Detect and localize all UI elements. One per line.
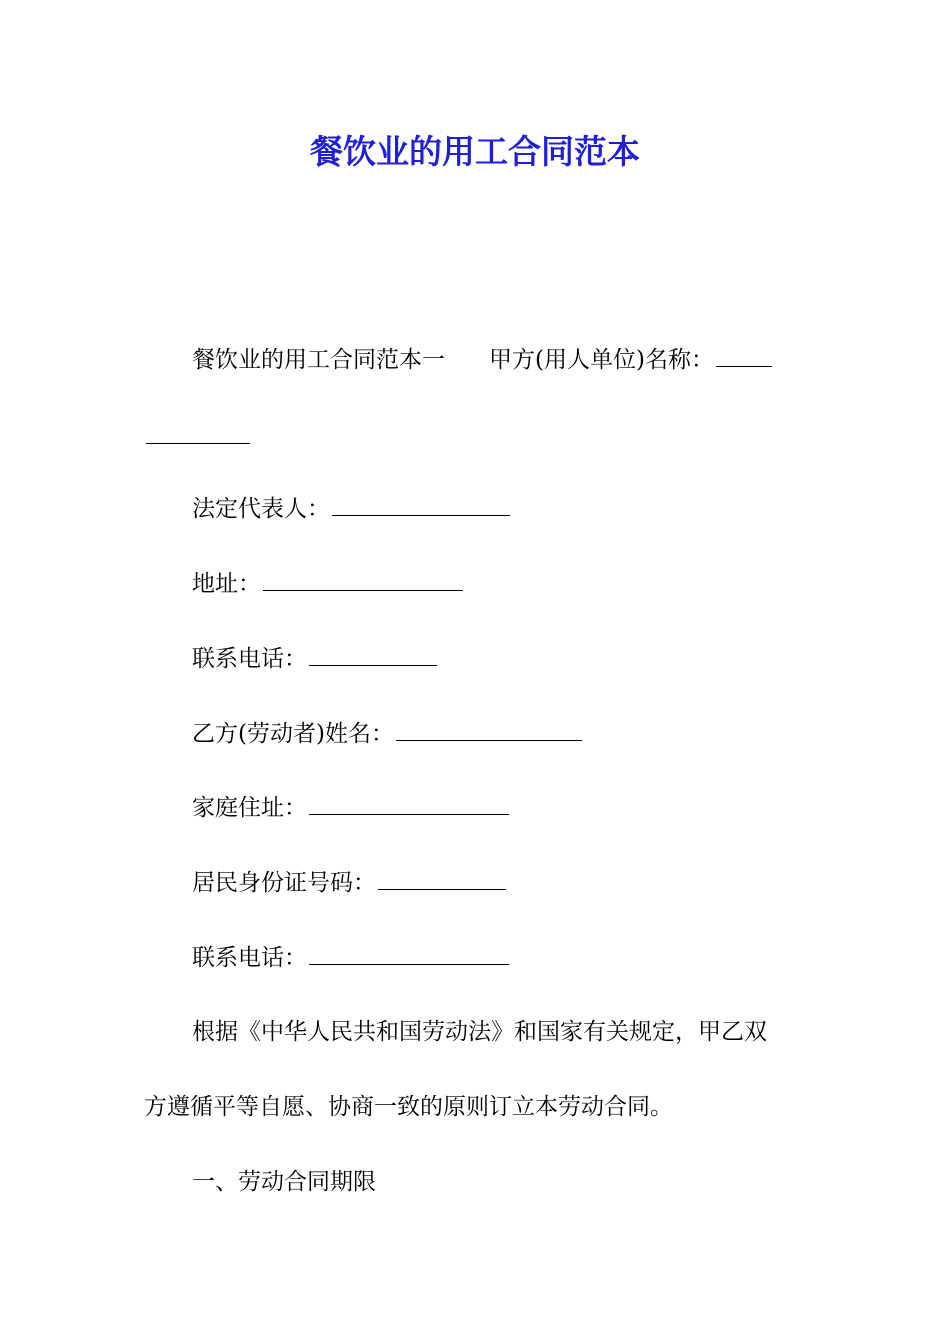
id-number-blank bbox=[378, 869, 506, 890]
preamble-line-1: 根据《中华人民共和国劳动法》和国家有关规定，甲乙双 bbox=[192, 1019, 767, 1045]
party-b-name-line bbox=[144, 710, 806, 758]
party-b-phone-blank bbox=[309, 944, 509, 965]
clause-1-heading: 一、劳动合同期限 bbox=[192, 1169, 376, 1195]
address-line bbox=[144, 560, 806, 608]
party-a-phone-blank bbox=[309, 645, 437, 666]
page-title: 餐饮业的用工合同范本 bbox=[310, 132, 640, 171]
party-a-phone-label: 联系电话： bbox=[192, 646, 307, 672]
legal-rep-blank bbox=[332, 495, 510, 516]
party-a-name-blank bbox=[716, 346, 772, 367]
section-heading: 餐饮业的用工合同范本一 bbox=[192, 347, 445, 373]
address-blank bbox=[263, 570, 463, 591]
preamble-line-2: 方遵循平等自愿、协商一致的原则订立本劳动合同。 bbox=[144, 1094, 673, 1120]
id-number-label: 居民身份证号码： bbox=[192, 870, 376, 896]
address-label: 地址： bbox=[192, 571, 261, 597]
party-b-phone-label: 联系电话： bbox=[192, 945, 307, 971]
intro-line bbox=[144, 336, 806, 384]
legal-rep-line bbox=[144, 485, 806, 533]
home-address-line bbox=[144, 784, 806, 832]
home-address-label: 家庭住址： bbox=[192, 795, 307, 821]
party-b-name-blank bbox=[396, 720, 582, 741]
party-a-name-label: 甲方(用人单位)名称： bbox=[489, 347, 714, 373]
home-address-blank bbox=[309, 794, 509, 815]
party-a-name-blank-continued bbox=[146, 443, 250, 444]
party-b-name-label: 乙方(劳动者)姓名： bbox=[192, 721, 394, 747]
party-b-phone-line bbox=[144, 934, 806, 982]
legal-rep-label: 法定代表人： bbox=[192, 496, 330, 522]
id-number-line bbox=[144, 859, 806, 907]
party-a-phone-line bbox=[144, 635, 806, 683]
